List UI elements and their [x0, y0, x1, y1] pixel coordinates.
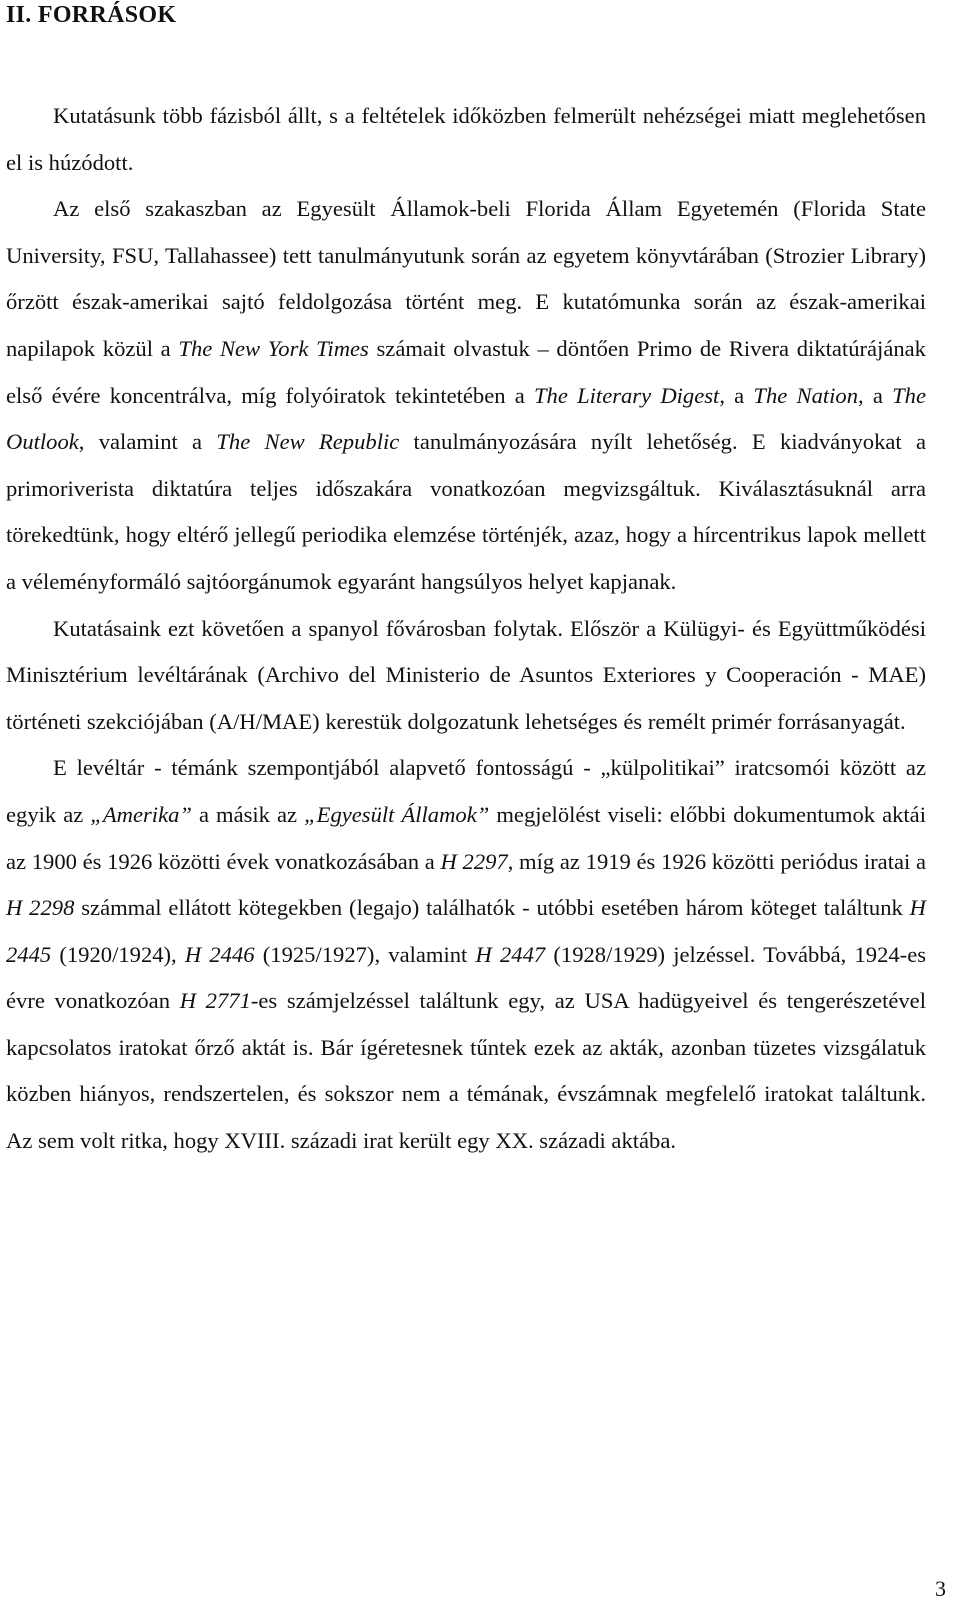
file-code: H 2297 — [440, 848, 508, 874]
text-run: , a — [719, 382, 754, 408]
file-code: H 2446 — [184, 941, 255, 967]
body-text — [6, 93, 926, 1165]
publication-title: The Nation — [753, 382, 859, 408]
text-run: -es számjelzéssel találtunk egy, az USA hadügyeivel és tengerészetével kapcsolatos iratokat őrző aktát is. Bár ígéretesnek tűntek ezek az akták, azonban tüzetes vizsgálatuk közben hiányos, rendszertelen, és sokszor nem a témának, évszámnak megfelelő iratokat találtunk. Az sem volt ritka, hogy XVIII. századi irat került egy XX. századi aktába. — [6, 988, 926, 1154]
paragraph — [6, 186, 926, 605]
text-run: Az első szakaszban az Egyesült Államok-beli Florida Állam Egyetemén (Florida State University, FSU, Tallahassee) tett tanulmányutunk során az egyetem könyvtárában (Strozier Library) őrzött észak-amerikai sajtó feldolgozása történt meg. E kutatómunka során az észak-amerikai napilapok közül a — [6, 196, 926, 361]
text-run: megjelölést viseli: előbbi dokumentumok aktái az 1900 és 1926 közötti évek vonatkozásában a — [6, 801, 926, 874]
text-run: , míg az 1919 és 1926 közötti periódus iratai a — [507, 848, 926, 874]
publication-title: The New York Times — [178, 335, 369, 361]
publication-title: The Literary Digest — [533, 382, 720, 408]
text-run: E levéltár - témánk szempontjából alapvető fontosságú - „külpolitikai” iratcsomói között az egyik az — [6, 755, 926, 827]
paragraph — [6, 93, 926, 186]
folder-name: „Amerika” — [90, 801, 192, 827]
text-run: számmal ellátott kötegekben (legajo) találhatók - utóbbi esetében három köteget találtunk — [74, 895, 910, 921]
file-code: H 2445 — [6, 895, 926, 967]
paragraph — [6, 606, 926, 746]
paragraph — [6, 745, 926, 1164]
section-heading: II. FORRÁSOK — [6, 2, 177, 28]
text-run: Kutatásunk több fázisból állt, s a feltételek időközben felmerült nehézségei miatt meglehetősen el is húzódott. — [6, 103, 926, 175]
text-run: számait olvastuk – döntően Primo de Rivera diktatúrájának első évére koncentrálva, míg folyóiratok tekintetében a — [6, 335, 926, 408]
text-run: Kutatásaink ezt követően a spanyol fővárosban folytak. Először a Külügyi- és Együttműködési Minisztérium levéltárának (Archivo del Ministerio de Asuntos Exteriores y Cooperación - MAE) történeti szekciójában (A/H/MAE) kerestük dolgozatunk lehetséges és remélt primér forrásanyagát. — [6, 615, 926, 734]
file-code: H 2771 — [179, 988, 251, 1014]
text-run: (1928/1929) jelzéssel. Továbbá, 1924-es évre vonatkozóan — [6, 941, 927, 1014]
text-run: , a — [858, 382, 893, 408]
text-run: tanulmányozására nyílt lehetőség. E kiadványokat a primoriverista diktatúra teljes időszakára vonatkozóan megvizsgáltuk. Kiválasztásuknál arra törekedtünk, hogy eltérő jellegű periodika elemzése történjék, azaz, hogy a hírcentrikus lapok mellett a véleményformáló sajtóorgánumok egyaránt hangsúlyos helyet kapjanak. — [6, 429, 926, 594]
text-run: (1920/1924), — [51, 941, 185, 967]
text-run: (1925/1927), valamint — [254, 941, 476, 967]
file-code: H 2447 — [475, 941, 546, 967]
text-run: a másik az — [191, 801, 305, 827]
file-code: H 2298 — [6, 895, 75, 921]
folder-name: „Egyesült Államok” — [304, 801, 490, 827]
publication-title: The New Republic — [216, 429, 400, 455]
text-run: , valamint a — [78, 429, 217, 455]
page-number: 3 — [935, 1576, 946, 1601]
publication-title: The Outlook — [6, 382, 926, 455]
